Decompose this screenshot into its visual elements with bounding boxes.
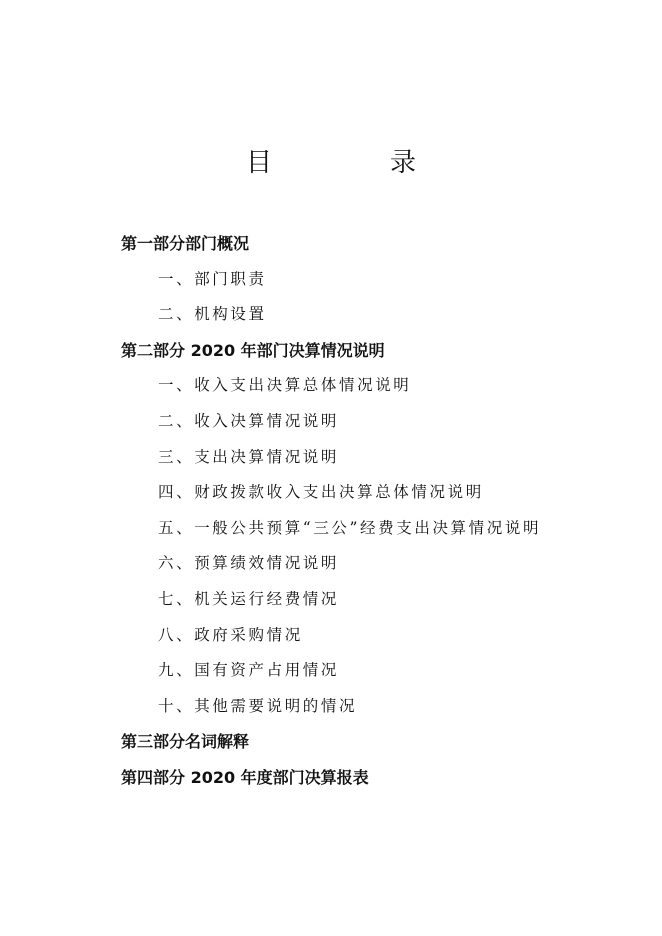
toc-item-three-public-expenses: 五、一般公共预算“三公”经费支出决算情况说明 (158, 518, 542, 537)
toc-part-3: 第三部分名词解释 (121, 732, 250, 752)
toc-item-income-final-accounts: 二、收入决算情况说明 (158, 411, 340, 430)
toc-item-budget-performance: 六、预算绩效情况说明 (158, 554, 340, 573)
toc-item-income-expenditure-overview: 一、收入支出决算总体情况说明 (158, 376, 412, 395)
toc-item-fiscal-appropriation: 四、财政拨款收入支出决算总体情况说明 (158, 483, 484, 502)
toc-part-2: 第二部分 2020 年部门决算情况说明 (121, 340, 385, 360)
page-title: 目 录 (245, 148, 462, 178)
toc-item-department-duties: 一、部门职责 (158, 269, 267, 288)
toc-item-operating-expenses: 七、机关运行经费情况 (158, 589, 340, 608)
toc-part-1: 第一部分部门概况 (121, 234, 250, 253)
toc-item-state-assets: 九、国有资产占用情况 (158, 661, 340, 680)
table-of-contents (121, 226, 641, 796)
toc-item-expenditure-final-accounts: 三、支出决算情况说明 (158, 447, 340, 466)
toc-item-government-procurement: 八、政府采购情况 (158, 625, 303, 644)
toc-item-other-notes: 十、其他需要说明的情况 (158, 696, 358, 715)
toc-part-4: 第四部分 2020 年度部门决算报表 (121, 767, 369, 787)
toc-item-organization-setup: 二、机构设置 (158, 305, 267, 324)
